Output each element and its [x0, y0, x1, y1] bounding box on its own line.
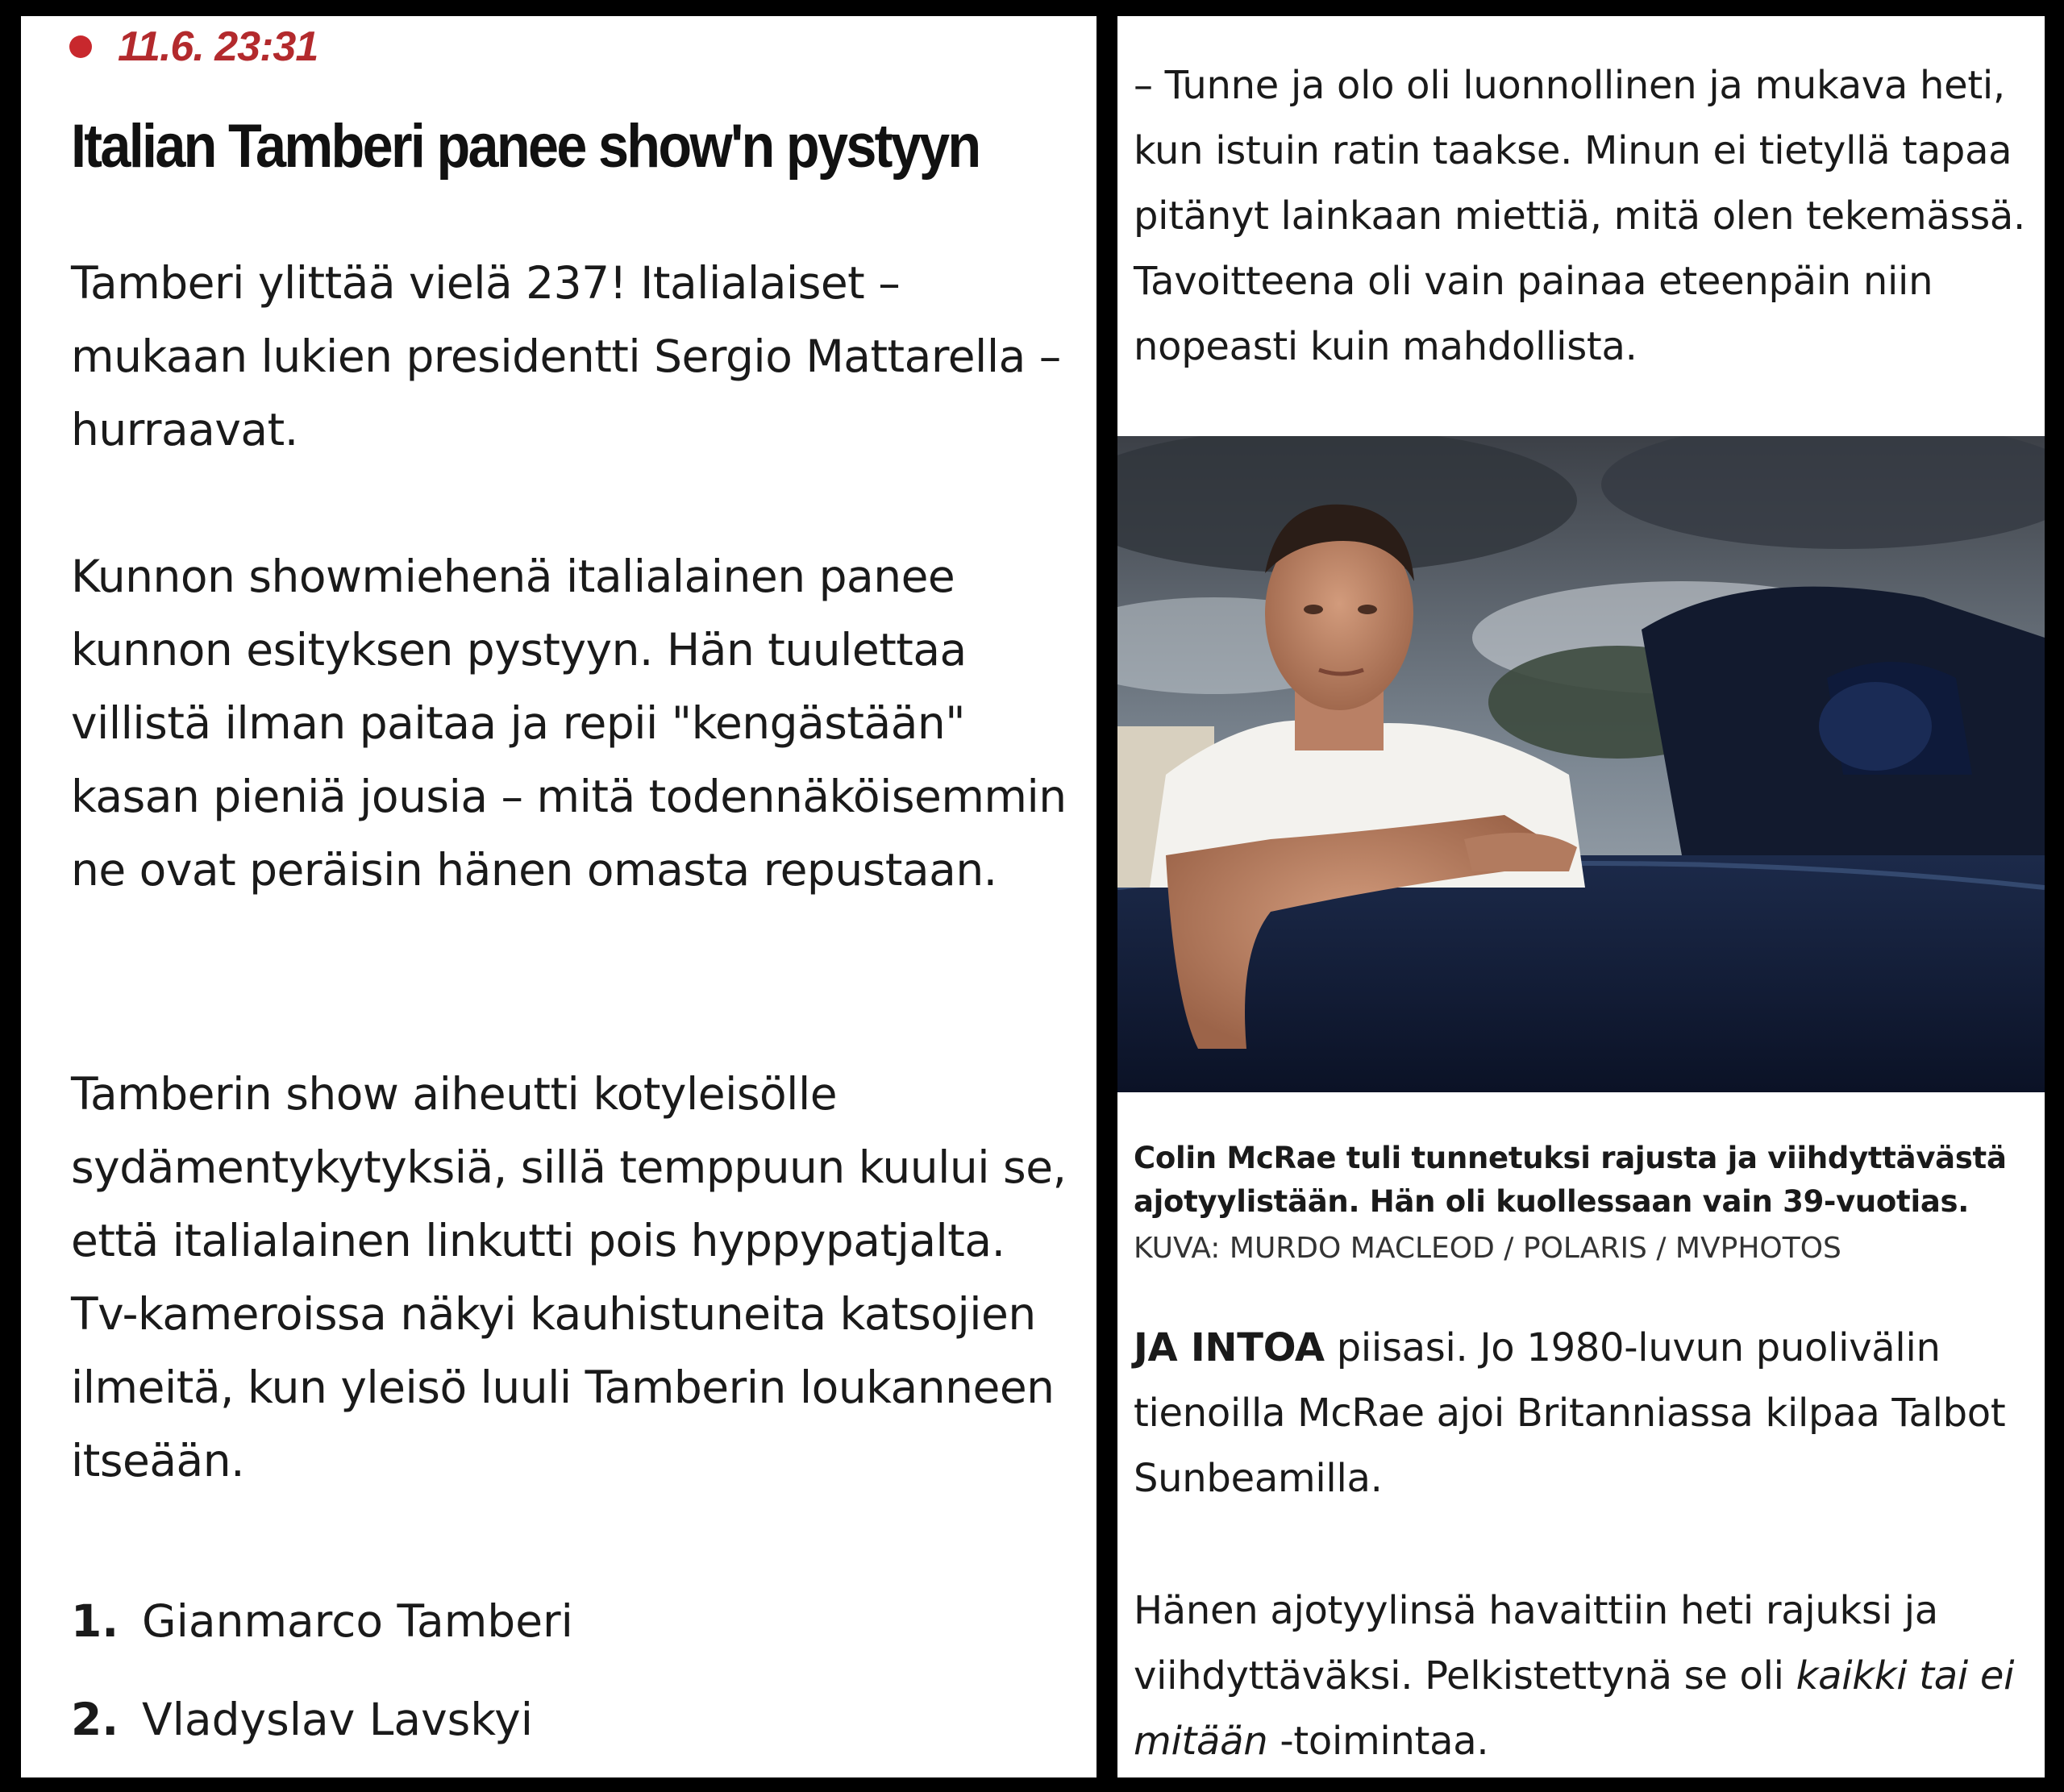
- paragraph-lead: JA INTOA: [1134, 1325, 1325, 1370]
- live-dot-icon: [69, 35, 92, 58]
- athlete-name: Vladyslav Lavskyi: [142, 1694, 534, 1745]
- results-list: [71, 1572, 573, 1769]
- timestamp: 11.6. 23:31: [118, 23, 318, 70]
- paragraph-body: Hänen ajotyylinsä havaittiin heti rajuksi ja viihdyttäväksi. Pelkistettynä se oli: [1134, 1588, 1938, 1698]
- list-item: [71, 1670, 573, 1769]
- athlete-name: Gianmarco Tamberi: [142, 1595, 573, 1647]
- paragraph-2: [1134, 1578, 2037, 1774]
- paragraph-end: -toimintaa.: [1267, 1719, 1489, 1764]
- paragraph-body: piisasi. Jo 1980-luvun puolivälin tienoilla McRae ajoi Britanniassa kilpaa Talbot Sunbeamilla.: [1134, 1325, 2006, 1501]
- paragraph-2: Kunnon showmiehenä italialainen panee kunnon esityksen pystyyn. Hän tuulettaa villistä ilman paitaa ja repii "kengästään" kasan pieniä jousia – mitä todennäköisemmin ne ovat peräisin hänen omasta repustaan.: [71, 551, 1067, 896]
- list-item: [71, 1572, 573, 1670]
- paragraph-3: Tamberin show aiheutti kotyleisölle sydämentykytyksiä, sillä temppuun kuului se, että italialainen linkutti pois hyppypatjalta. Tv-kameroissa näkyi kauhistuneita katsojien ilmeitä, kun yleisö luuli Tamberin loukanneen itseään.: [71, 1068, 1067, 1486]
- left-article-panel: [21, 16, 1096, 1777]
- right-article-panel: [1117, 16, 2045, 1777]
- photo-credit: KUVA: MURDO MACLEOD / POLARIS / MVPHOTOS: [1134, 1232, 1841, 1265]
- article-headline: Italian Tamberi panee show'n pystyyn: [71, 112, 980, 181]
- photo-illustration: [1117, 436, 2045, 1092]
- live-timestamp-row: [69, 23, 318, 71]
- rank-number: 1.: [71, 1595, 119, 1647]
- quote-paragraph: – Tunne ja olo oli luonnollinen ja mukava heti, kun istuin ratin taakse. Minun ei tietyllä tapaa pitänyt lainkaan miettiä, mitä olen tekemässä. Tavoitteena oli vain painaa eteenpäin niin nopeasti kuin mahdollista.: [1134, 63, 2025, 369]
- paragraph-1: [1134, 1316, 2037, 1511]
- paragraph-1: Tamberi ylittää vielä 237! Italialaiset – mukaan lukien presidentti Sergio Mattarella – hurraavat.: [71, 257, 1061, 455]
- rank-number: 2.: [71, 1694, 119, 1745]
- photo-caption: Colin McRae tuli tunnetuksi rajusta ja viihdyttävästä ajotyylistään. Hän oli kuollessaan vain 39-vuotias.: [1134, 1141, 2007, 1219]
- article-photo: [1117, 436, 2045, 1092]
- paragraph-emphasis: kaikki tai ei mitään: [1134, 1653, 2015, 1764]
